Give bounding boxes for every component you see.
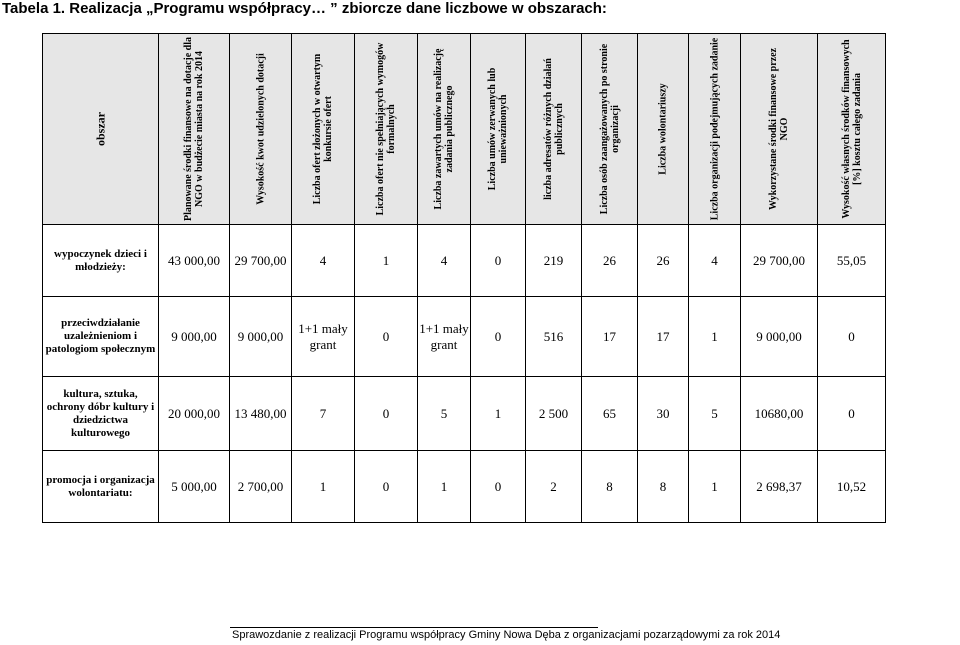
column-header bbox=[638, 34, 689, 225]
column-header-label: Wykorzystane środki finansowe przez NGO bbox=[768, 48, 790, 210]
table-cell: 2 700,00 bbox=[230, 451, 292, 523]
header-row bbox=[43, 34, 886, 225]
column-header bbox=[818, 34, 886, 225]
column-header bbox=[418, 34, 471, 225]
column-header bbox=[471, 34, 526, 225]
column-header-label: Liczba umów zerwanych lub unieważnionych bbox=[487, 67, 509, 191]
table-cell: 4 bbox=[418, 225, 471, 297]
table-cell: 26 bbox=[638, 225, 689, 297]
data-table bbox=[42, 33, 886, 523]
table-cell: 1+1 mały grant bbox=[292, 297, 355, 377]
table-cell: 0 bbox=[471, 297, 526, 377]
footer-divider bbox=[230, 627, 598, 628]
table-cell: 4 bbox=[689, 225, 741, 297]
table-cell: 5 bbox=[418, 377, 471, 451]
column-header bbox=[159, 34, 230, 225]
table-cell: 29 700,00 bbox=[230, 225, 292, 297]
table-cell: 0 bbox=[355, 297, 418, 377]
table-row bbox=[43, 377, 886, 451]
column-header bbox=[582, 34, 638, 225]
table-cell: 26 bbox=[582, 225, 638, 297]
table-cell: 0 bbox=[471, 451, 526, 523]
table-cell: 1 bbox=[418, 451, 471, 523]
table-cell: 2 698,37 bbox=[741, 451, 818, 523]
table-cell: 29 700,00 bbox=[741, 225, 818, 297]
table-cell: 516 bbox=[526, 297, 582, 377]
table-cell: 8 bbox=[582, 451, 638, 523]
table-cell: 1 bbox=[355, 225, 418, 297]
table-cell: 0 bbox=[355, 377, 418, 451]
column-header bbox=[689, 34, 741, 225]
column-header-label: obszar bbox=[93, 112, 107, 146]
page-footer: Sprawozdanie z realizacji Programu współpracy Gminy Nowa Dęba z organizacjami pozarządowymi za rok 2014 bbox=[232, 629, 781, 641]
table-cell: 55,05 bbox=[818, 225, 886, 297]
table-cell: 219 bbox=[526, 225, 582, 297]
column-header-label: Liczba zawartych umów na realizację zadania publicznego bbox=[433, 48, 455, 210]
area-name: promocja i organizacja wolontariatu: bbox=[43, 451, 159, 523]
table-cell: 1 bbox=[292, 451, 355, 523]
column-header-label: liczba adresatów różnych działań publicznych bbox=[542, 58, 565, 200]
table-row bbox=[43, 297, 886, 377]
table-cell: 5 000,00 bbox=[159, 451, 230, 523]
area-name: przeciwdziałanie uzależnieniom i patologiom społecznym bbox=[43, 297, 159, 377]
area-name: kultura, sztuka, ochrony dóbr kultury i dziedzictwa kulturowego bbox=[43, 377, 159, 451]
column-header-label: Wysokość kwot udzielonych dotacji bbox=[255, 53, 266, 205]
column-header bbox=[230, 34, 292, 225]
table-cell: 10680,00 bbox=[741, 377, 818, 451]
table-cell: 0 bbox=[355, 451, 418, 523]
column-header-label: Liczba ofert nie spełniających wymogów formalnych bbox=[375, 42, 397, 216]
area-name: wypoczynek dzieci i młodzieży: bbox=[43, 225, 159, 297]
table-cell: 1+1 mały grant bbox=[418, 297, 471, 377]
table-cell: 2 bbox=[526, 451, 582, 523]
column-header bbox=[526, 34, 582, 225]
table-row bbox=[43, 225, 886, 297]
table-row bbox=[43, 451, 886, 523]
column-header-label: Liczba osób zaangażowanych po stronie organizacji bbox=[598, 43, 621, 215]
table-cell: 0 bbox=[818, 377, 886, 451]
column-header-label: Liczba organizacji podejmujących zadanie bbox=[709, 37, 720, 221]
table-cell: 4 bbox=[292, 225, 355, 297]
table-cell: 30 bbox=[638, 377, 689, 451]
table-cell: 0 bbox=[818, 297, 886, 377]
column-header-label: Liczba ofert złożonych w otwartym konkursie ofert bbox=[312, 53, 334, 205]
table-cell: 1 bbox=[689, 297, 741, 377]
table-cell: 17 bbox=[638, 297, 689, 377]
column-header-label: Liczba wolontariuszy bbox=[657, 83, 669, 175]
column-header bbox=[741, 34, 818, 225]
table-cell: 13 480,00 bbox=[230, 377, 292, 451]
table-cell: 1 bbox=[471, 377, 526, 451]
table-cell: 20 000,00 bbox=[159, 377, 230, 451]
column-header bbox=[292, 34, 355, 225]
table-cell: 9 000,00 bbox=[741, 297, 818, 377]
table-title: Tabela 1. Realizacja „Programu współpracy… ” zbiorcze dane liczbowe w obszarach: bbox=[2, 0, 607, 17]
table-cell: 2 500 bbox=[526, 377, 582, 451]
table-cell: 9 000,00 bbox=[230, 297, 292, 377]
table-cell: 65 bbox=[582, 377, 638, 451]
table-cell: 10,52 bbox=[818, 451, 886, 523]
column-header-label: Planowane środki finansowe na dotacje dla NGO w budżecie miasta na rok 2014 bbox=[183, 36, 205, 221]
table-cell: 17 bbox=[582, 297, 638, 377]
table-cell: 9 000,00 bbox=[159, 297, 230, 377]
table-cell: 1 bbox=[689, 451, 741, 523]
column-header bbox=[43, 34, 159, 225]
table-cell: 8 bbox=[638, 451, 689, 523]
table-cell: 43 000,00 bbox=[159, 225, 230, 297]
column-header bbox=[355, 34, 418, 225]
table-cell: 5 bbox=[689, 377, 741, 451]
table-cell: 0 bbox=[471, 225, 526, 297]
column-header-label: Wysokość własnych środków finansowych [%] kosztu całego zadania bbox=[840, 39, 863, 219]
table-cell: 7 bbox=[292, 377, 355, 451]
